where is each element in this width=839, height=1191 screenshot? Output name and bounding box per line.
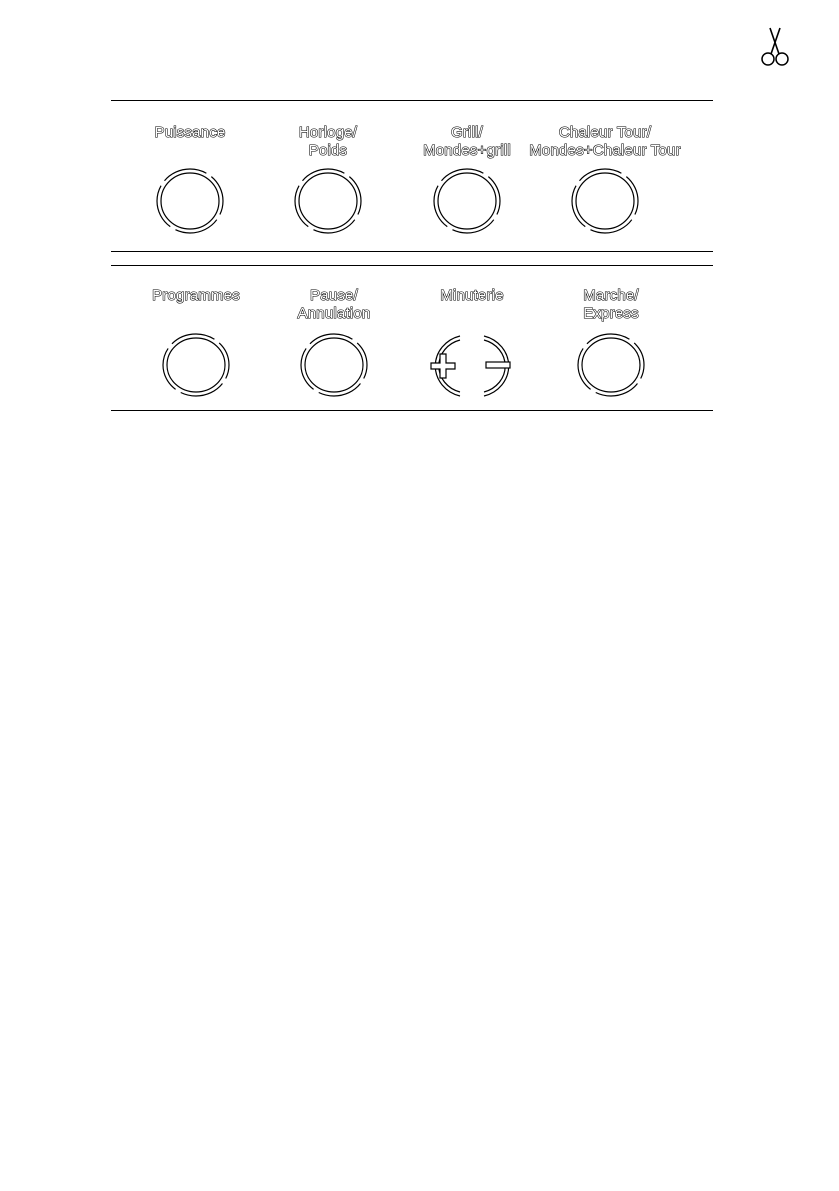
panel-bottom-border-top xyxy=(111,265,713,266)
marche-express-label xyxy=(511,287,711,323)
scissors-icon xyxy=(758,24,792,68)
horloge-poids-label-line-1: Horloge/ xyxy=(298,124,358,141)
chaleur-tour-button[interactable] xyxy=(569,166,641,236)
minuterie-minus-button[interactable] xyxy=(478,333,534,399)
puissance-label-line-2: Puissance xyxy=(154,124,226,141)
marche-express-label-line-1: Marche/ xyxy=(583,287,639,304)
minuterie-label-line-2: Minuterie xyxy=(440,287,504,304)
minuterie-plus-button[interactable] xyxy=(410,333,466,399)
minus-icon xyxy=(486,362,510,368)
pause-annulation-button[interactable] xyxy=(298,331,370,399)
panel-top-border-top xyxy=(111,100,713,101)
chaleur-tour-label xyxy=(505,124,705,160)
grill-button[interactable] xyxy=(431,166,503,236)
pause-annulation-label-line-1: Pause/ xyxy=(310,287,358,304)
programmes-button[interactable] xyxy=(160,331,232,399)
puissance-button[interactable] xyxy=(154,166,226,236)
plus-icon xyxy=(431,354,455,378)
grill-label-line-1: Grill/ xyxy=(450,124,484,141)
chaleur-tour-label-line-2: Mondes+Chaleur Tour xyxy=(529,142,681,159)
chaleur-tour-label-line-1: Chaleur Tour/ xyxy=(558,124,652,141)
horloge-poids-label-line-2: Poids xyxy=(308,142,348,159)
panel-top-border-bottom xyxy=(111,251,713,252)
grill-label-line-2: Mondes+grill xyxy=(423,142,511,159)
pause-annulation-label-line-2: Annulation xyxy=(297,305,371,322)
programmes-label-line-2: Programmes xyxy=(152,287,240,304)
marche-express-label-line-2: Express xyxy=(583,305,639,322)
marche-express-button[interactable] xyxy=(575,331,647,399)
panel-bottom-border-bottom xyxy=(111,410,713,411)
horloge-poids-button[interactable] xyxy=(292,166,364,236)
